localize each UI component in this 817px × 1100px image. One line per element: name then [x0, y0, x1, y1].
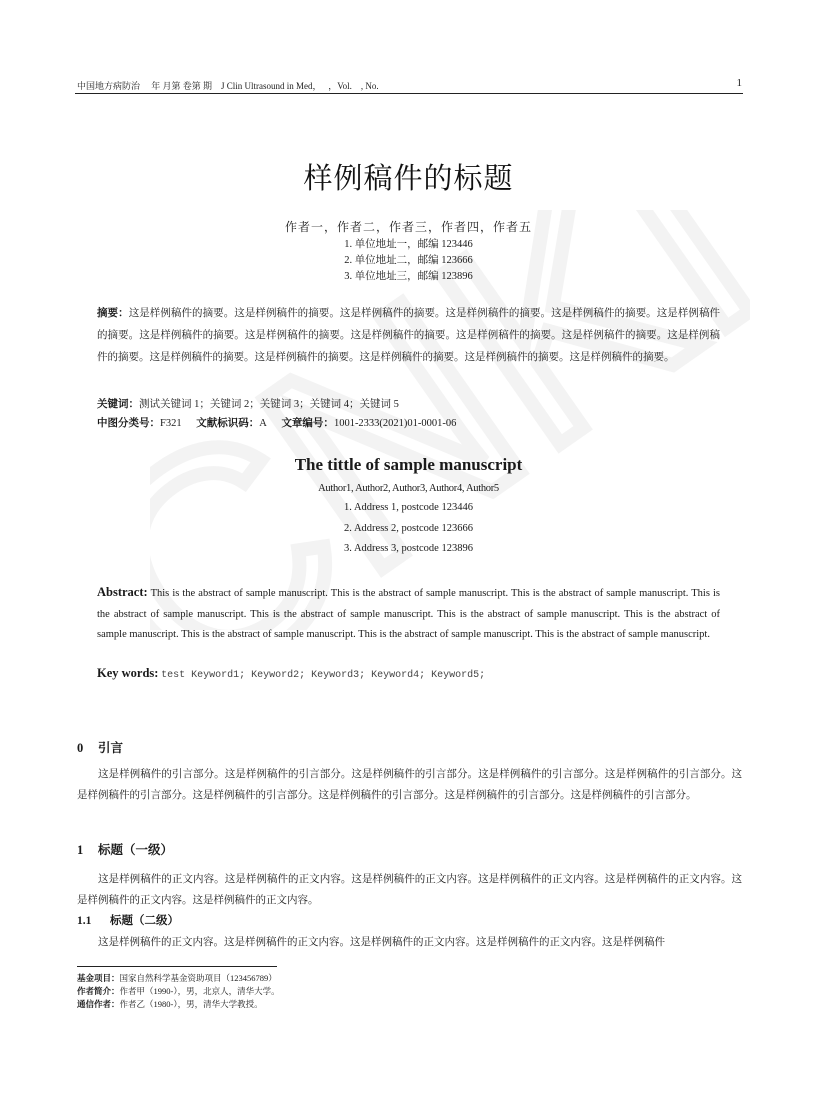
chinese-keywords-text: 测试关键词 1；关键词 2；关键词 3；关键词 4；关键词 5	[139, 399, 399, 410]
section-number: 1	[77, 843, 84, 857]
page-number: 1	[736, 77, 742, 89]
english-keywords-label: Key words:	[97, 666, 159, 680]
footnote-label: 基金项目：	[77, 974, 120, 984]
header-rule	[75, 93, 743, 94]
doc-code-value: A	[259, 418, 267, 429]
footnote-text: 国家自然科学基金资助项目（123456789）	[119, 973, 277, 983]
chinese-keywords	[97, 396, 399, 411]
chinese-abstract-label: 摘要：	[97, 307, 129, 319]
subsection-title: 标题（二级）	[110, 915, 179, 927]
section-number: 0	[77, 741, 84, 755]
chinese-keywords-label: 关键词：	[97, 398, 139, 410]
chinese-affiliation: 1. 单位地址一，邮编 123446	[344, 239, 473, 250]
english-abstract-label: Abstract:	[97, 585, 148, 599]
clc-label: 中图分类号：	[97, 417, 160, 429]
section-paragraph: 这是样例稿件的引言部分。这是样例稿件的引言部分。这是样例稿件的引言部分。这是样例稿件的引言部分。这是样例稿件的引言部分。这是样例稿件的引言部分。这是样例稿件的引言部分。这是样例稿件的引言部分。这是样例稿件的引言部分。这是样例稿件的引言部分。	[77, 769, 742, 801]
footnote-text: 作者乙（1980-），男，清华大学教授。	[119, 999, 263, 1009]
english-affiliation: 1. Address 1, postcode 123446	[344, 502, 473, 513]
english-affiliation: 3. Address 3, postcode 123896	[344, 543, 473, 554]
footnote-rule	[77, 966, 277, 967]
chinese-authors: 作者一，作者二，作者三，作者四，作者五	[284, 220, 532, 234]
english-authors: Author1, Author2, Author3, Author4, Author5	[318, 483, 499, 494]
subsection-heading	[77, 912, 179, 928]
clc-value: F321	[160, 418, 182, 429]
english-keywords	[97, 666, 485, 681]
chinese-title: 样例稿件的标题	[303, 161, 514, 195]
footnote-author-bio	[77, 986, 280, 999]
section-title: 标题（一级）	[98, 842, 174, 857]
section-heading	[77, 840, 173, 858]
section-heading	[77, 738, 123, 756]
chinese-affiliation: 3. 单位地址三，邮编 123896	[344, 271, 473, 282]
footnote-corresponding	[77, 999, 263, 1012]
section-paragraph: 这是样例稿件的正文内容。这是样例稿件的正文内容。这是样例稿件的正文内容。这是样例稿件的正文内容。这是样例稿件的正文内容。这是样例稿件的正文内容。这是样例稿件的正文内容。	[77, 874, 742, 906]
english-title: The tittle of sample manuscript	[294, 455, 523, 474]
article-no-label: 文章编号：	[281, 417, 334, 429]
section-title: 引言	[98, 740, 124, 755]
english-keywords-text: test Keyword1; Keyword2; Keyword3; Keyword4; Keyword5;	[161, 670, 486, 681]
subsection-number: 1.1	[77, 915, 92, 927]
english-abstract-text: This is the abstract of sample manuscript. This is the abstract of sample manuscript. This is the abstract of sample manuscript. This is the abstract of sample manuscript. This is the abstract of sample manuscript. This is the abstract of sample manuscript. This is the abstract of sample manuscript. This is the abstract of sample manuscript. This is the abstract of sample manuscript. This is the abstract of sample manuscript.	[97, 588, 720, 640]
footnote-funding	[77, 973, 277, 986]
english-abstract	[97, 582, 720, 646]
doc-code-label: 文献标识码：	[196, 417, 260, 429]
classification-line	[97, 415, 456, 430]
chinese-abstract	[97, 302, 720, 369]
chinese-affiliation: 2. 单位地址二，邮编 123666	[344, 255, 473, 266]
footnote-label: 通信作者：	[77, 1000, 120, 1010]
subsection-paragraph: 这是样例稿件的正文内容。这是样例稿件的正文内容。这是样例稿件的正文内容。这是样例稿件的正文内容。这是样例稿件	[98, 937, 665, 948]
watermark-text: CNKI	[150, 210, 750, 630]
english-affiliation: 2. Address 2, postcode 123666	[344, 523, 473, 534]
footnote-text: 作者甲（1990-），男，北京人，清华大学。	[119, 986, 280, 996]
footnote-label: 作者简介：	[77, 987, 120, 997]
chinese-abstract-text: 这是样例稿件的摘要。这是样例稿件的摘要。这是样例稿件的摘要。这是样例稿件的摘要。这是样例稿件的摘要。这是样例稿件的摘要。这是样例稿件的摘要。这是样例稿件的摘要。这是样例稿件的摘要。这是样例稿件的摘要。这是样例稿件的摘要。这是样例稿件的摘要。这是样例稿件的摘要。这是样例稿件的摘要。这是样例稿件的摘要。这是样例稿件的摘要。这是样例稿件的摘要。	[97, 308, 721, 363]
running-head-text: 中国地方病防治 年 月第 卷第 期 J Clin Ultrasound in Med， ，Vol. , No.	[77, 81, 379, 91]
running-head	[77, 79, 742, 92]
article-no-value: 1001-2333(2021)01-0001-06	[333, 418, 457, 429]
